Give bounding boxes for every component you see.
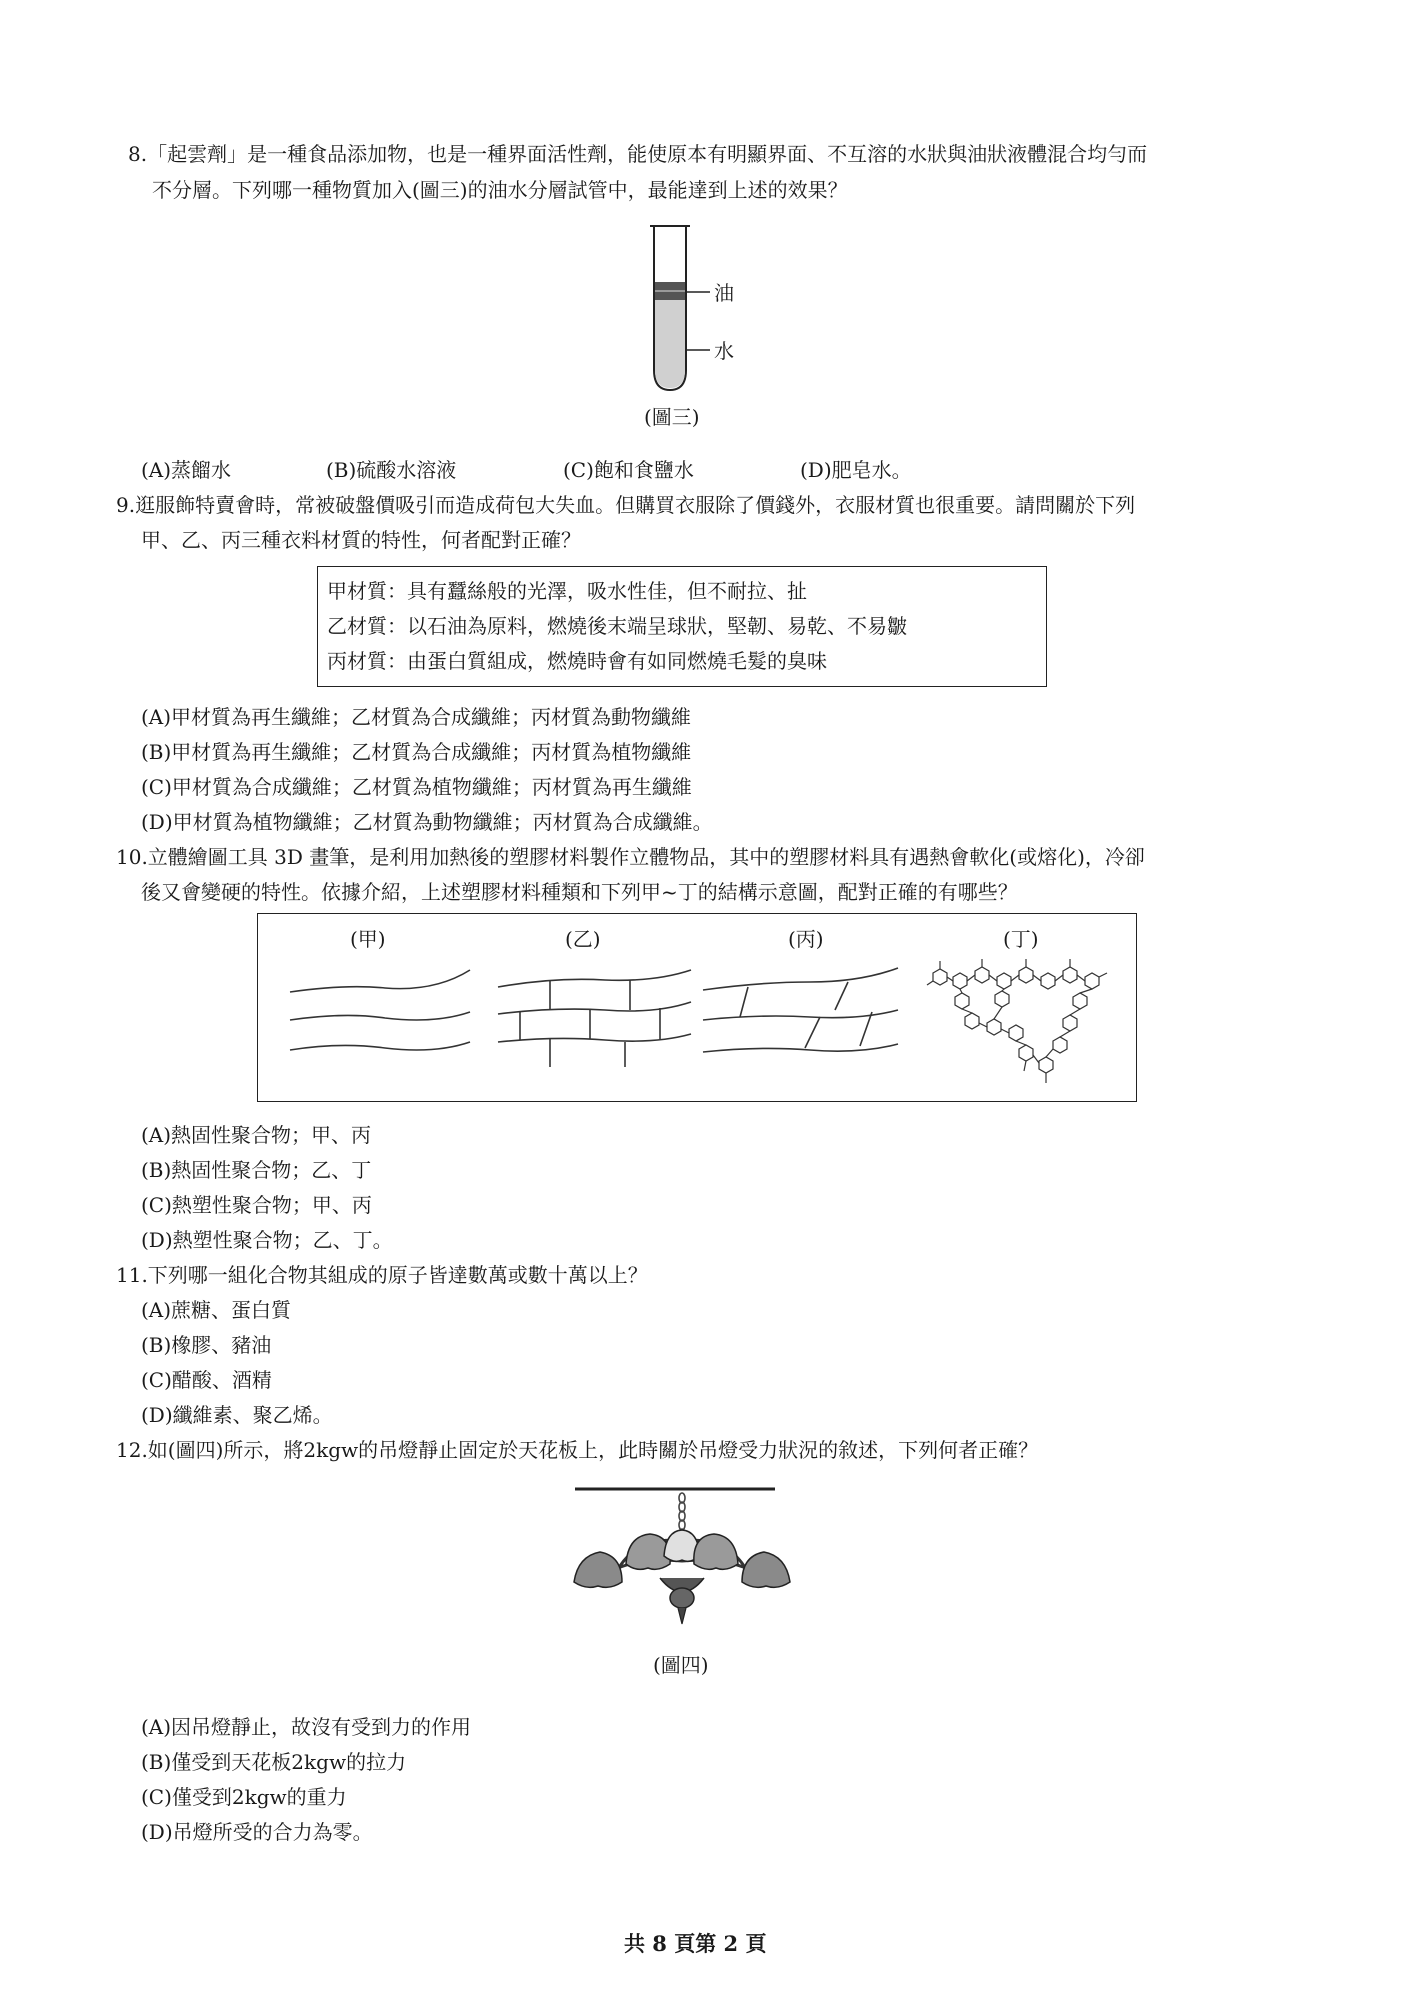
q9-stem-line1: 9.逛服飾特賣會時，常被破盤價吸引而造成荷包大失血。但購買衣服除了價錢外，衣服材質也很重要。請問關於下列 (116, 493, 1136, 517)
structure-label-jia: (甲) (350, 927, 386, 951)
q10-stem-line1: 10.立體繪圖工具 3D 畫筆，是利用加熱後的塑膠材料製作立體物品，其中的塑膠材料具有遇熱會軟化(或熔化)，冷卻 (116, 845, 1145, 869)
water-label: 水 (714, 339, 734, 363)
q8-option-c: (C)飽和食鹽水 (563, 458, 694, 482)
q8-stem-line2: 不分層。下列哪一種物質加入(圖三)的油水分層試管中，最能達到上述的效果？ (152, 178, 848, 202)
q11-stem: 11.下列哪一組化合物其組成的原子皆達數萬或數十萬以上？ (116, 1263, 648, 1287)
q11-option-d: (D)纖維素、聚乙烯。 (141, 1403, 333, 1427)
chandelier-figure (560, 1486, 810, 1636)
q9-option-c: (C)甲材質為合成纖維；乙材質為植物纖維；丙材質為再生纖維 (141, 775, 692, 799)
q8-option-b: (B)硫酸水溶液 (326, 458, 457, 482)
q10-option-b: (B)熱固性聚合物；乙、丁 (141, 1158, 372, 1182)
figure-4-caption: (圖四) (653, 1653, 709, 1677)
q8-option-a: (A)蒸餾水 (141, 458, 232, 482)
structure-bing-branched (700, 962, 900, 1072)
structure-ding-molecule (925, 955, 1110, 1090)
material-b-description: 乙材質：以石油為原料，燃燒後末端呈球狀，堅韌、易乾、不易皺 (327, 614, 907, 638)
q9-option-b: (B)甲材質為再生纖維；乙材質為合成纖維；丙材質為植物纖維 (141, 740, 692, 764)
q10-option-c: (C)熱塑性聚合物；甲、丙 (141, 1193, 372, 1217)
q9-stem-line2: 甲、乙、丙三種衣料材質的特性，何者配對正確？ (141, 528, 581, 552)
structure-jia-linear (285, 962, 475, 1072)
material-c-description: 丙材質：由蛋白質組成，燃燒時會有如同燃燒毛髮的臭味 (327, 649, 827, 673)
material-a-description: 甲材質：具有蠶絲般的光澤，吸水性佳，但不耐拉、扯 (327, 579, 807, 603)
q9-option-a: (A)甲材質為再生纖維；乙材質為合成纖維；丙材質為動物纖維 (141, 705, 692, 729)
q11-option-c: (C)醋酸、酒精 (141, 1368, 272, 1392)
q11-option-a: (A)蔗糖、蛋白質 (141, 1298, 292, 1322)
oil-label: 油 (714, 281, 734, 305)
test-tube-figure (640, 222, 750, 397)
q8-stem-line1: 8.「起雲劑」是一種食品添加物，也是一種界面活性劑，能使原本有明顯界面、不互溶的水狀與油狀液體混合均勻而 (128, 142, 1148, 166)
q12-option-c: (C)僅受到2kgw的重力 (141, 1785, 347, 1809)
page-footer: 共 8 頁第 2 頁 (624, 1931, 767, 1956)
q8-option-d: (D)肥皂水。 (800, 458, 912, 482)
q11-option-b: (B)橡膠、豬油 (141, 1333, 272, 1357)
q12-stem: 12.如(圖四)所示，將2kgw的吊燈靜止固定於天花板上，此時關於吊燈受力狀況的敘述，下列何者正確？ (116, 1438, 1039, 1462)
q12-option-a: (A)因吊燈靜止，故沒有受到力的作用 (141, 1715, 472, 1739)
structure-label-bing: (丙) (788, 927, 824, 951)
structure-label-ding: (丁) (1003, 927, 1039, 951)
figure-3-caption: (圖三) (644, 405, 700, 429)
q10-option-d: (D)熱塑性聚合物；乙、丁。 (141, 1228, 393, 1252)
q10-option-a: (A)熱固性聚合物；甲、丙 (141, 1123, 372, 1147)
q12-option-b: (B)僅受到天花板2kgw的拉力 (141, 1750, 407, 1774)
structure-label-yi: (乙) (565, 927, 601, 951)
q10-stem-line2: 後又會變硬的特性。依據介紹，上述塑膠材料種類和下列甲~丁的結構示意圖，配對正確的有哪些？ (141, 880, 1018, 904)
q12-option-d: (D)吊燈所受的合力為零。 (141, 1820, 373, 1844)
structure-yi-network (495, 962, 695, 1072)
q9-option-d: (D)甲材質為植物纖維；乙材質為動物纖維；丙材質為合成纖維。 (141, 810, 713, 834)
